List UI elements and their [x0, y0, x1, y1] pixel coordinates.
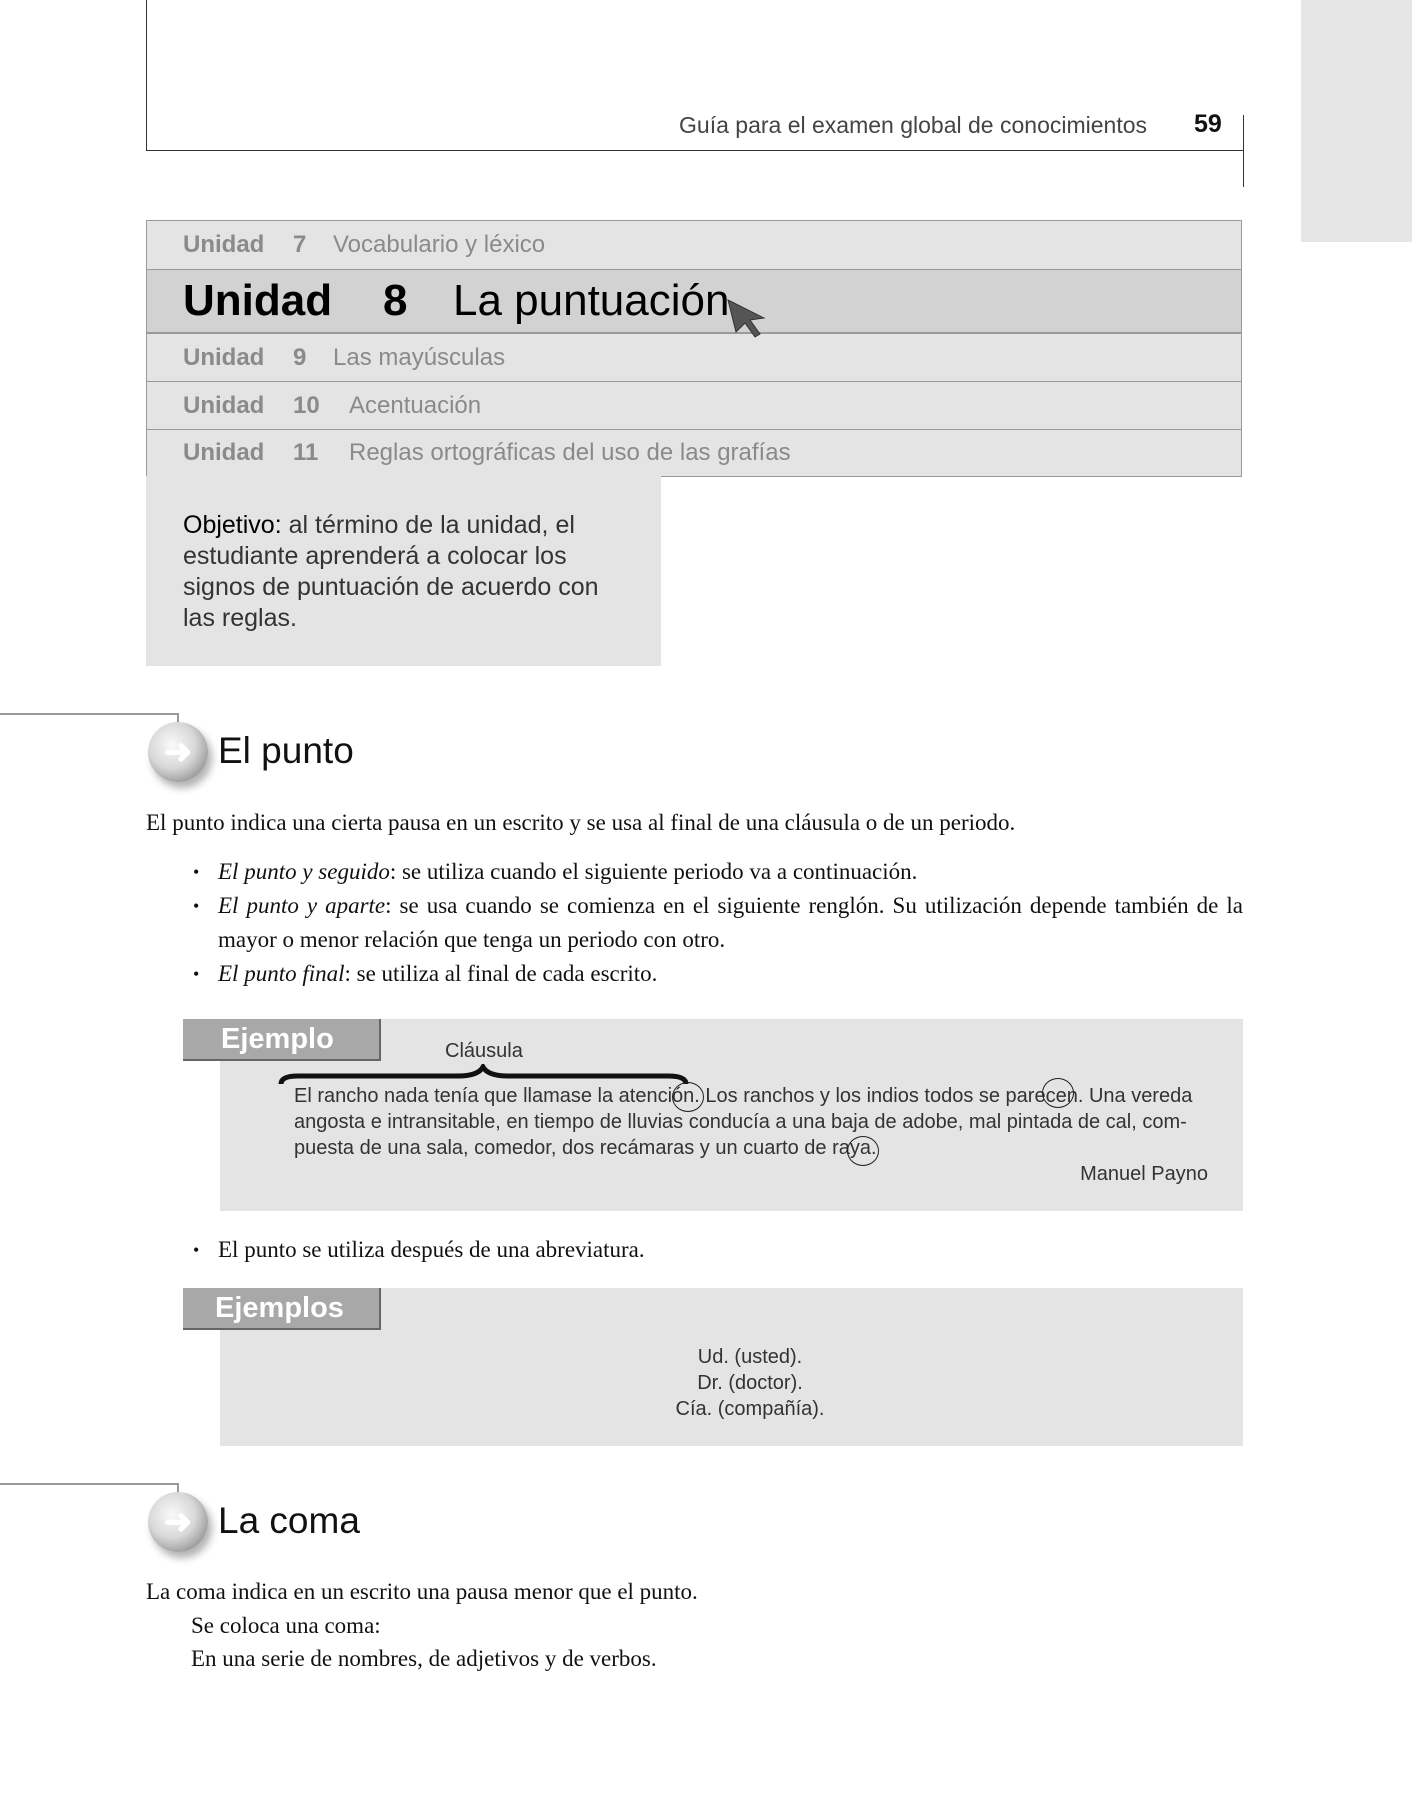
- quote-line: El rancho nada tenía que llamase la atención. Los ranchos y los indios todos se parecen. Una vereda: [294, 1085, 1193, 1107]
- section-rule: [0, 713, 178, 715]
- unit-title: La puntuación: [453, 276, 730, 325]
- section-title-el-punto: El punto: [218, 730, 354, 771]
- list-item: [193, 855, 1243, 889]
- abbrev-bullet-list: [193, 1233, 1243, 1267]
- unit-label: Unidad: [183, 276, 333, 325]
- unit-row-10: [146, 381, 1242, 430]
- unit-label: Unidad: [183, 439, 265, 466]
- quote-line: angosta e intransitable, en tiempo de lluvias conducía a una baja de adobe, mal pintada de cal, com-: [294, 1111, 1187, 1133]
- coma-line: En una serie de nombres, de adjetivos y de verbos.: [191, 1646, 657, 1671]
- bullet-term: El punto y seguido: [218, 859, 390, 884]
- unit-label: Unidad: [183, 343, 265, 371]
- unit-label: Unidad: [183, 391, 265, 419]
- unit-number: 8: [383, 276, 408, 325]
- example-tab: Ejemplo: [183, 1019, 381, 1061]
- unit-title: Vocabulario y léxico: [333, 231, 546, 258]
- unit-row-9: [146, 333, 1242, 382]
- example-quote: [294, 1083, 1214, 1161]
- coma-line: La coma indica en un escrito una pausa menor que el punto.: [146, 1579, 698, 1604]
- unit-number: 11: [293, 439, 319, 466]
- quote-author: Manuel Payno: [1080, 1163, 1208, 1185]
- unit-row-7: [146, 220, 1242, 270]
- abbrev-example: Ud. (usted).: [697, 1346, 803, 1368]
- bullet-text: : se usa cuando se comienza en el siguiente renglón. Su utilización depende también de la mayor o menor relación que tenga un periodo con otro.: [218, 893, 1244, 952]
- unit-title: Reglas ortográficas del uso de las grafías: [349, 439, 791, 466]
- arrow-right-ball-icon: ➜: [148, 722, 208, 782]
- bullet-text: : se utiliza al final de cada escrito.: [344, 961, 658, 986]
- circled-period-mark: [847, 1136, 879, 1166]
- unit-title: Acentuación: [349, 391, 482, 419]
- unit-label: Unidad: [183, 231, 265, 258]
- quote-line: puesta de una sala, comedor, dos recámaras y un cuarto de raya.: [294, 1137, 877, 1159]
- list-item: [193, 957, 1243, 991]
- abbrev-examples: [550, 1344, 950, 1422]
- unit-number: 7: [293, 231, 307, 258]
- abbrev-example: Dr. (doctor).: [697, 1372, 803, 1394]
- list-item: [193, 889, 1243, 957]
- unit-row-11: [146, 429, 1242, 477]
- unit-title: Las mayúsculas: [333, 343, 506, 371]
- coma-line: Se coloca una coma:: [191, 1613, 381, 1638]
- unit-number: 10: [293, 391, 320, 419]
- section-intro: El punto indica una cierta pausa en un escrito y se usa al final de una cláusula o de un periodo.: [146, 810, 1016, 835]
- punto-bullet-list: [193, 855, 1243, 991]
- circled-period-mark: [1042, 1078, 1074, 1108]
- section-title-la-coma: La coma: [218, 1500, 360, 1541]
- objective-body: al término de la unidad, el estudiante aprenderá a colocar los signos de puntuación de acuerdo con las reglas.: [183, 511, 599, 632]
- running-header: Guía para el examen global de conocimientos: [679, 112, 1147, 138]
- page-edge-tab: [1301, 0, 1412, 242]
- bullet-term: El punto y aparte: [218, 893, 386, 918]
- bullet-term: El punto final: [218, 961, 345, 986]
- section-rule: [0, 1483, 178, 1485]
- unit-row-8-current: [146, 269, 1242, 333]
- arrow-right-ball-icon: ➜: [148, 1492, 208, 1552]
- unit-number: 9: [293, 343, 307, 371]
- page-number: 59: [1194, 110, 1222, 138]
- examples-tab: Ejemplos: [183, 1288, 381, 1330]
- list-item: • El punto se utiliza después de una abreviatura.: [193, 1233, 1243, 1267]
- objective-label: Objetivo:: [183, 511, 282, 539]
- header-rule-right: [1243, 115, 1244, 187]
- objective-text: [183, 510, 613, 634]
- header-rule: [146, 150, 1244, 151]
- clausula-annotation: Cláusula: [445, 1040, 523, 1062]
- bullet-text: : se utiliza cuando el siguiente periodo va a continuación.: [389, 859, 918, 884]
- mouse-pointer-icon: [726, 298, 768, 340]
- abbrev-example: Cía. (compañía).: [675, 1398, 825, 1420]
- circled-period-mark: [672, 1082, 704, 1112]
- header-rule-vertical: [146, 0, 147, 150]
